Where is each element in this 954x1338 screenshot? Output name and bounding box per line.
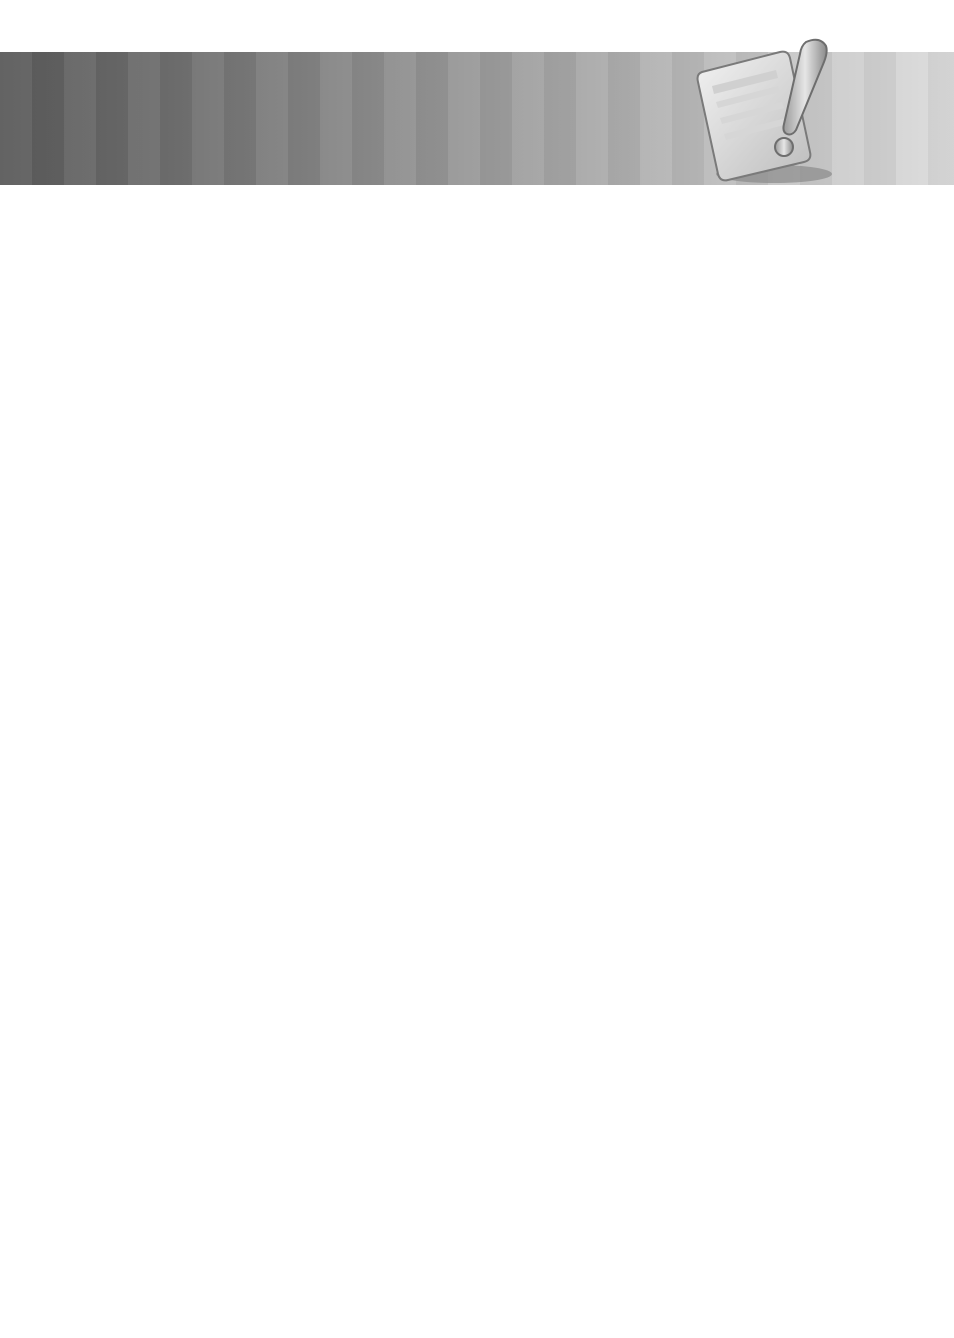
warning-document-icon: [692, 34, 842, 186]
footer-progress-bar: [190, 1294, 954, 1303]
content-area: [55, 246, 885, 278]
